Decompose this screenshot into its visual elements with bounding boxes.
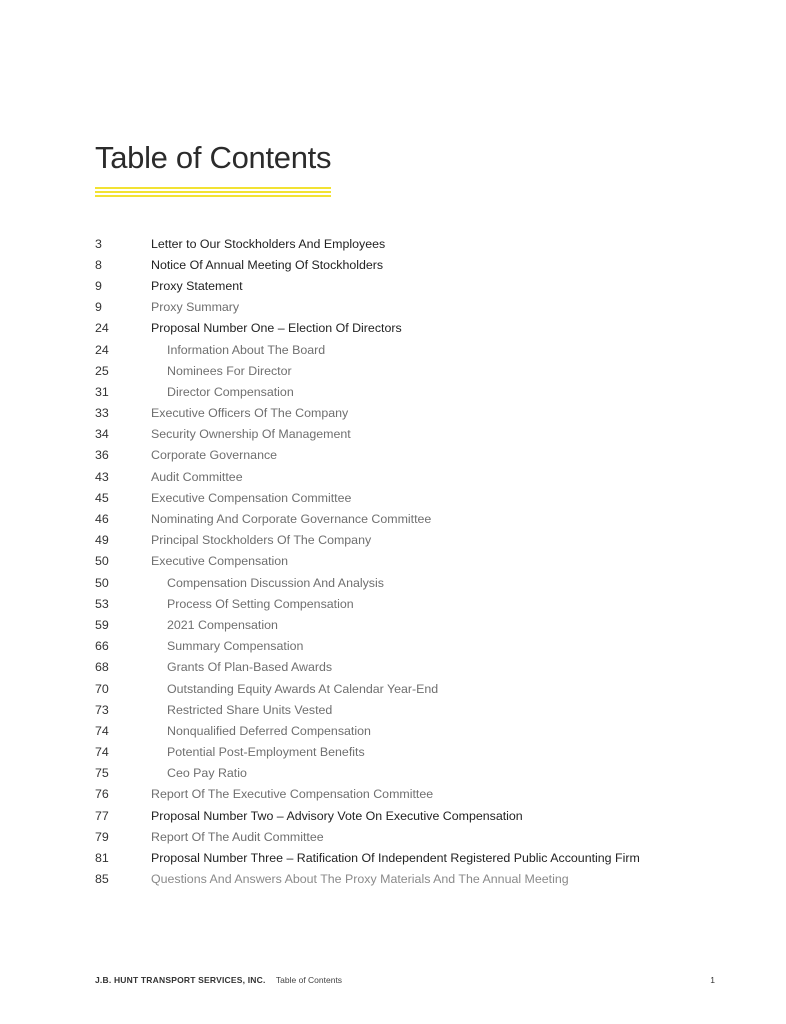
toc-entry-label[interactable]: Executive Officers Of The Company: [151, 406, 349, 421]
toc-page-number: 25: [95, 363, 109, 378]
toc-page-number: 24: [95, 342, 109, 357]
toc-entry[interactable]: [95, 699, 735, 720]
toc-entry-label[interactable]: Information About The Board: [167, 342, 326, 357]
toc-entry[interactable]: [95, 678, 735, 699]
toc-page-number: 24: [95, 321, 109, 336]
toc-entry[interactable]: [95, 763, 735, 784]
toc-entry[interactable]: [95, 784, 735, 805]
footer-section-title: Table of Contents: [275, 975, 343, 985]
toc-page-number: 9: [95, 278, 102, 293]
toc-entry[interactable]: [95, 657, 735, 678]
toc-entry-label[interactable]: Principal Stockholders Of The Company: [151, 533, 372, 548]
toc-page-number: 85: [95, 872, 109, 887]
toc-entry-label[interactable]: Proxy Statement: [151, 278, 243, 293]
toc-entry-label[interactable]: Process Of Setting Compensation: [167, 596, 354, 611]
toc-entry-label[interactable]: Nominating And Corporate Governance Committee: [151, 512, 432, 527]
toc-entry-label[interactable]: 2021 Compensation: [167, 617, 278, 632]
toc-page-number: 76: [95, 787, 109, 802]
toc-entry-label[interactable]: Letter to Our Stockholders And Employees: [151, 236, 386, 251]
toc-entry[interactable]: [95, 869, 735, 890]
toc-page-number: 77: [95, 808, 109, 823]
toc-page-number: 73: [95, 702, 109, 717]
toc-entry[interactable]: [95, 636, 735, 657]
toc-page-number: 9: [95, 300, 102, 315]
toc-entry[interactable]: [95, 360, 735, 381]
toc-entry[interactable]: [95, 847, 735, 868]
toc-entry[interactable]: [95, 487, 735, 508]
table-of-contents-list: [95, 233, 735, 890]
toc-entry[interactable]: [95, 530, 735, 551]
toc-entry[interactable]: [95, 381, 735, 402]
toc-entry[interactable]: [95, 254, 735, 275]
toc-entry-label[interactable]: Grants Of Plan-Based Awards: [167, 660, 333, 675]
title-underline-rule: [95, 187, 331, 197]
toc-entry-label[interactable]: Proposal Number Two – Advisory Vote On Executive Compensation: [151, 808, 523, 823]
toc-entry-label[interactable]: Potential Post-Employment Benefits: [167, 745, 365, 760]
toc-page-number: 34: [95, 427, 109, 442]
toc-entry[interactable]: [95, 318, 735, 339]
toc-entry[interactable]: [95, 805, 735, 826]
toc-entry-label[interactable]: Director Compensation: [167, 384, 294, 399]
toc-entry[interactable]: [95, 572, 735, 593]
toc-entry-label[interactable]: Compensation Discussion And Analysis: [167, 575, 384, 590]
toc-entry[interactable]: [95, 466, 735, 487]
toc-page-number: 74: [95, 745, 109, 760]
toc-entry-label[interactable]: Ceo Pay Ratio: [167, 766, 247, 781]
toc-entry-label[interactable]: Questions And Answers About The Proxy Materials And The Annual Meeting: [151, 872, 569, 887]
toc-entry-label[interactable]: Executive Compensation: [151, 554, 289, 569]
toc-page-number: 31: [95, 384, 109, 399]
toc-entry-label[interactable]: Summary Compensation: [167, 639, 304, 654]
toc-entry-label[interactable]: Proposal Number One – Election Of Directors: [151, 321, 402, 336]
toc-entry-label[interactable]: Nominees For Director: [167, 363, 292, 378]
footer-page-number: 1: [710, 975, 715, 985]
toc-page-number: 59: [95, 617, 109, 632]
toc-entry-label[interactable]: Proposal Number Three – Ratification Of Independent Registered Public Accounting Firm: [151, 851, 640, 866]
toc-page-number: 3: [95, 236, 102, 251]
toc-entry[interactable]: [95, 339, 735, 360]
toc-page-number: 70: [95, 681, 109, 696]
toc-entry[interactable]: [95, 233, 735, 254]
toc-entry-label[interactable]: Proxy Summary: [151, 300, 240, 315]
toc-entry-label[interactable]: Nonqualified Deferred Compensation: [167, 723, 371, 738]
footer-company-name: J.B. HUNT TRANSPORT SERVICES, INC.: [95, 975, 266, 985]
toc-entry[interactable]: [95, 593, 735, 614]
toc-entry-label[interactable]: Audit Committee: [151, 469, 243, 484]
toc-page-number: 74: [95, 723, 109, 738]
toc-page-number: 53: [95, 596, 109, 611]
toc-page-number: 36: [95, 448, 109, 463]
page-title: Table of Contents: [95, 140, 332, 175]
toc-entry-label[interactable]: Report Of The Audit Committee: [151, 829, 324, 844]
page-footer: [95, 975, 715, 987]
toc-entry[interactable]: [95, 742, 735, 763]
toc-entry[interactable]: [95, 275, 735, 296]
toc-entry[interactable]: [95, 551, 735, 572]
toc-entry-label[interactable]: Security Ownership Of Management: [151, 427, 351, 442]
toc-page-number: 66: [95, 639, 109, 654]
toc-page-number: 33: [95, 406, 109, 421]
toc-entry-label[interactable]: Notice Of Annual Meeting Of Stockholders: [151, 257, 384, 272]
toc-entry[interactable]: [95, 720, 735, 741]
toc-page-number: 79: [95, 829, 109, 844]
toc-entry-label[interactable]: Restricted Share Units Vested: [167, 702, 333, 717]
toc-entry[interactable]: [95, 424, 735, 445]
toc-page-number: 75: [95, 766, 109, 781]
toc-entry[interactable]: [95, 297, 735, 318]
toc-page-number: 8: [95, 257, 102, 272]
toc-entry-label[interactable]: Outstanding Equity Awards At Calendar Year-End: [167, 681, 439, 696]
toc-page-number: 43: [95, 469, 109, 484]
toc-entry[interactable]: [95, 508, 735, 529]
toc-entry[interactable]: [95, 826, 735, 847]
toc-entry[interactable]: [95, 445, 735, 466]
toc-page-number: 68: [95, 660, 109, 675]
toc-entry[interactable]: [95, 614, 735, 635]
toc-entry-label[interactable]: Report Of The Executive Compensation Committee: [151, 787, 434, 802]
toc-page-number: 50: [95, 554, 109, 569]
toc-page-number: 46: [95, 512, 109, 527]
toc-entry-label[interactable]: Corporate Governance: [151, 448, 278, 463]
toc-entry-label[interactable]: Executive Compensation Committee: [151, 490, 352, 505]
toc-page-number: 50: [95, 575, 109, 590]
toc-page-number: 49: [95, 533, 109, 548]
toc-entry[interactable]: [95, 403, 735, 424]
toc-page-number: 81: [95, 851, 109, 866]
toc-page-number: 45: [95, 490, 109, 505]
